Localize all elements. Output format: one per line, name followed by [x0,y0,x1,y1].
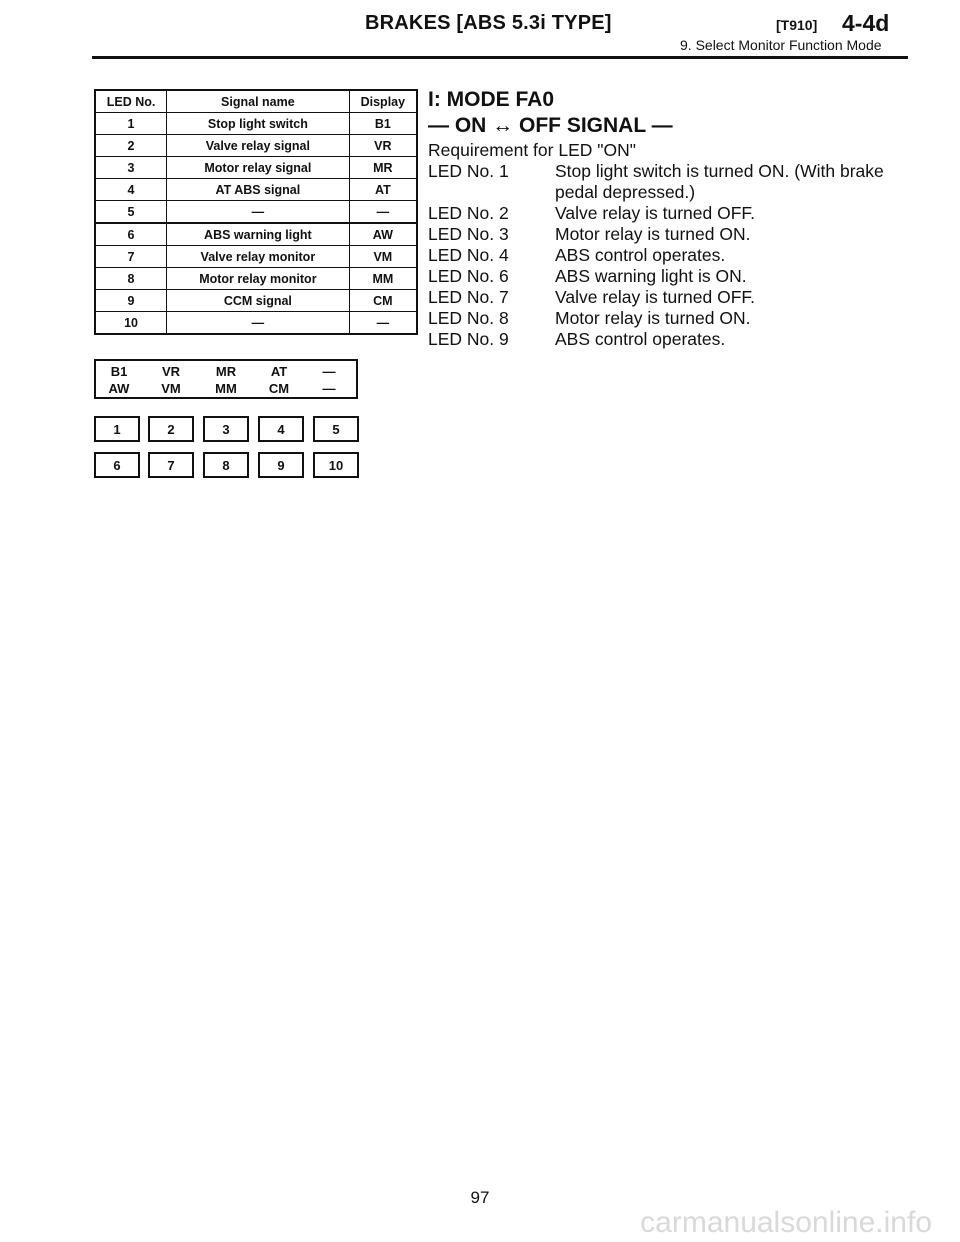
requirement-item [428,203,755,224]
led-number-cell: 9 [95,290,167,312]
display-panel-top-row [96,364,356,382]
display-code: VM [161,381,181,396]
display-panel [94,359,358,399]
requirement-item [428,308,750,329]
led-label: LED No. 4 [428,245,509,265]
page-subtitle: 9. Select Monitor Function Mode [680,37,882,53]
table-body [95,113,417,335]
display-cell: CM [349,290,417,312]
led-box: 7 [148,452,194,478]
display-cell: B1 [349,113,417,135]
display-cell: AT [349,179,417,201]
header-rule [92,56,908,59]
table-row [95,113,417,135]
led-signal-table [94,89,418,335]
led-box: 4 [258,416,304,442]
display-code: MR [215,364,237,379]
led-box: 8 [203,452,249,478]
requirement-item [428,245,725,266]
requirement-line: Requirement for LED "ON" [428,140,636,160]
requirement-item [428,329,725,350]
requirement-text: Motor relay is turned ON. [555,224,751,244]
page-code: 4-4d [842,10,890,36]
requirement-text: ABS control operates. [555,329,726,349]
requirement-text: Valve relay is turned OFF. [555,287,756,307]
led-number-cell: 2 [95,135,167,157]
signal-name-cell: Valve relay monitor [167,246,350,268]
led-label: LED No. 9 [428,329,509,349]
display-code: — [322,364,336,379]
page-number: 97 [470,1188,490,1207]
requirement-item [428,224,750,245]
led-number-cell: 7 [95,246,167,268]
display-code: AW [108,381,130,396]
led-box: 6 [94,452,140,478]
column-header-display: Display [349,90,417,113]
led-number-cell: 10 [95,312,167,335]
signal-name-cell: Motor relay signal [167,157,350,179]
led-number-cell: 3 [95,157,167,179]
section-subheading: — ON ↔ OFF SIGNAL — [428,114,673,137]
display-cell: — [349,201,417,224]
led-label: LED No. 1 [428,161,509,181]
led-box: 10 [313,452,359,478]
signal-name-cell: ABS warning light [167,223,350,246]
led-number-cell: 1 [95,113,167,135]
display-code: MM [215,381,237,396]
led-label: LED No. 8 [428,308,509,328]
display-cell: VM [349,246,417,268]
table-row [95,223,417,246]
display-code: CM [268,381,290,396]
led-label: LED No. 2 [428,203,509,223]
led-number-cell: 6 [95,223,167,246]
table-row [95,246,417,268]
signal-name-cell: Valve relay signal [167,135,350,157]
section-code: [T910] [776,17,818,33]
led-box: 9 [258,452,304,478]
led-box: 5 [313,416,359,442]
display-panel-bottom-row [96,381,356,399]
led-box: 3 [203,416,249,442]
requirement-text: ABS warning light is ON. [555,266,747,286]
requirement-text: Stop light switch is turned ON. (With brake [555,161,884,181]
led-box: 1 [94,416,140,442]
signal-name-cell: — [167,312,350,335]
display-code: — [322,381,336,396]
table-row [95,157,417,179]
table-row [95,201,417,224]
requirement-item [428,266,747,287]
table-header-row [95,90,417,113]
page-title: BRAKES [ABS 5.3i TYPE] [365,12,612,34]
table-row [95,290,417,312]
table-row [95,179,417,201]
led-number-cell: 5 [95,201,167,224]
led-label: LED No. 6 [428,266,509,286]
display-code: VR [161,364,181,379]
display-cell: MM [349,268,417,290]
display-code: AT [270,364,288,379]
table-row [95,268,417,290]
signal-name-cell: AT ABS signal [167,179,350,201]
signal-name-cell: Stop light switch [167,113,350,135]
column-header-signal: Signal name [167,90,350,113]
signal-name-cell: Motor relay monitor [167,268,350,290]
display-cell: AW [349,223,417,246]
section-heading: I: MODE FA0 [428,88,555,111]
watermark: carmanualsonline.info [640,1206,932,1239]
signal-name-cell: — [167,201,350,224]
table-row [95,135,417,157]
display-code: B1 [110,364,128,379]
display-cell: MR [349,157,417,179]
signal-name-cell: CCM signal [167,290,350,312]
led-label: LED No. 7 [428,287,509,307]
led-label: LED No. 3 [428,224,509,244]
requirement-item [428,287,755,308]
column-header-led: LED No. [95,90,167,113]
requirement-text: Valve relay is turned OFF. [555,203,756,223]
display-cell: VR [349,135,417,157]
led-number-cell: 8 [95,268,167,290]
display-cell: — [349,312,417,335]
led-box: 2 [148,416,194,442]
requirement-text: Motor relay is turned ON. [555,308,751,328]
led-number-cell: 4 [95,179,167,201]
requirement-text: ABS control operates. [555,245,726,265]
requirement-item [428,161,884,182]
table-row [95,312,417,335]
requirement-continuation: pedal depressed.) [555,182,696,202]
